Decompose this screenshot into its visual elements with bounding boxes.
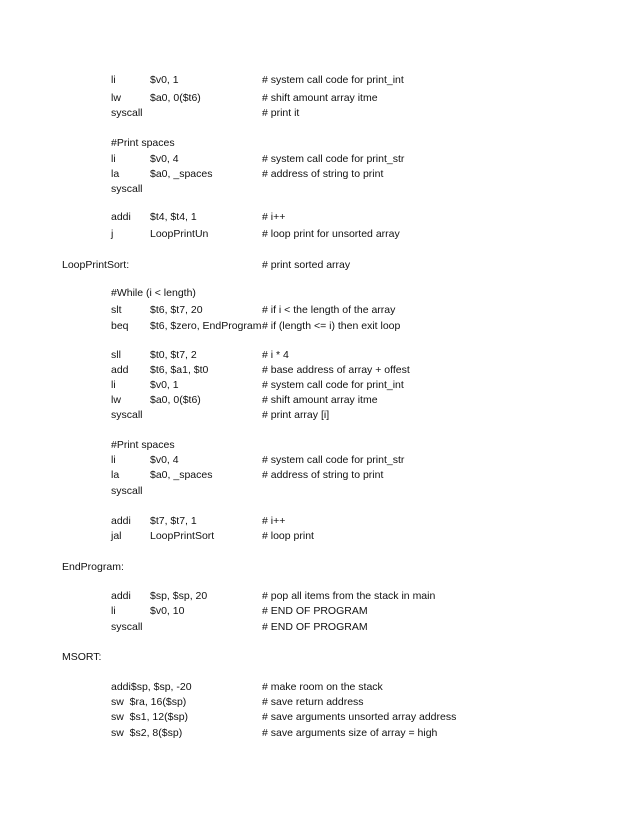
instruction-op: lw: [111, 92, 121, 104]
code-comment: # pop all items from the stack in main: [262, 590, 436, 602]
instruction-text: sw $s1, 12($sp): [111, 711, 189, 723]
code-comment: # print sorted array: [262, 259, 351, 271]
instruction-args: $a0, _spaces: [150, 168, 213, 180]
code-comment: # save arguments unsorted array address: [262, 711, 457, 723]
code-comment-heading: #Print spaces: [111, 439, 175, 451]
code-line: [0, 319, 638, 333]
code-line: [0, 710, 638, 724]
instruction-args: $v0, 4: [150, 454, 179, 466]
instruction-op: li: [111, 74, 116, 86]
code-line: [0, 258, 638, 272]
code-label: MSORT:: [62, 651, 102, 663]
instruction-args: $t4, $t4, 1: [150, 211, 197, 223]
code-line: [0, 136, 638, 150]
instruction-op: syscall: [111, 107, 143, 119]
code-comment: # if i < the length of the array: [262, 304, 396, 316]
code-comment: # END OF PROGRAM: [262, 621, 368, 633]
code-line: [0, 210, 638, 224]
code-comment: # shift amount array itme: [262, 92, 378, 104]
code-comment: # loop print for unsorted array: [262, 228, 400, 240]
code-line: [0, 348, 638, 362]
code-label: LoopPrintSort:: [62, 259, 130, 271]
code-line: [0, 393, 638, 407]
instruction-args: LoopPrintSort: [150, 530, 215, 542]
code-line: [0, 726, 638, 740]
instruction-op: syscall: [111, 621, 143, 633]
code-line: [0, 363, 638, 377]
code-comment: # print it: [262, 107, 300, 119]
instruction-op: sll: [111, 349, 121, 361]
instruction-op: syscall: [111, 409, 143, 421]
code-line: [0, 650, 638, 664]
code-line: [0, 408, 638, 422]
code-comment-heading: #While (i < length): [111, 287, 196, 299]
instruction-op: syscall: [111, 485, 143, 497]
instruction-op: jal: [111, 530, 122, 542]
code-comment: # system call code for print_str: [262, 153, 405, 165]
instruction-op: lw: [111, 394, 121, 406]
instruction-args: $t0, $t7, 2: [150, 349, 197, 361]
code-comment: # i++: [262, 515, 286, 527]
code-line: [0, 152, 638, 166]
code-line: [0, 227, 638, 241]
code-comment: # i * 4: [262, 349, 289, 361]
code-line: [0, 604, 638, 618]
instruction-op: syscall: [111, 183, 143, 195]
instruction-args: $v0, 4: [150, 153, 179, 165]
instruction-args: $a0, _spaces: [150, 469, 213, 481]
code-line: [0, 438, 638, 452]
instruction-text: sw $s2, 8($sp): [111, 727, 183, 739]
code-line: [0, 182, 638, 196]
code-line: [0, 514, 638, 528]
code-line: [0, 620, 638, 634]
instruction-text: addi$sp, $sp, -20: [111, 681, 192, 693]
code-comment: # loop print: [262, 530, 314, 542]
instruction-args: $a0, 0($t6): [150, 394, 201, 406]
instruction-args: $t6, $t7, 20: [150, 304, 203, 316]
code-comment: # print array [i]: [262, 409, 330, 421]
instruction-op: li: [111, 605, 116, 617]
instruction-op: li: [111, 379, 116, 391]
code-line: [0, 91, 638, 105]
instruction-op: la: [111, 168, 120, 180]
code-comment: # address of string to print: [262, 469, 384, 481]
instruction-args: $t6, $zero, EndProgram: [150, 320, 262, 332]
code-label: EndProgram:: [62, 561, 124, 573]
instruction-op: li: [111, 153, 116, 165]
code-line: [0, 468, 638, 482]
code-line: [0, 167, 638, 181]
code-line: [0, 484, 638, 498]
code-comment: # address of string to print: [262, 168, 384, 180]
instruction-text: sw $ra, 16($sp): [111, 696, 187, 708]
code-comment: # save return address: [262, 696, 364, 708]
code-comment: # END OF PROGRAM: [262, 605, 368, 617]
instruction-op: li: [111, 454, 116, 466]
code-comment: # if (length <= i) then exit loop: [262, 320, 401, 332]
code-line: [0, 560, 638, 574]
code-comment: # i++: [262, 211, 286, 223]
instruction-args: $a0, 0($t6): [150, 92, 201, 104]
code-comment: # base address of array + offest: [262, 364, 410, 376]
code-comment: # system call code for print_str: [262, 454, 405, 466]
instruction-op: beq: [111, 320, 129, 332]
instruction-args: $v0, 1: [150, 74, 179, 86]
code-line: [0, 303, 638, 317]
instruction-args: $t7, $t7, 1: [150, 515, 197, 527]
code-line: [0, 378, 638, 392]
code-line: [0, 695, 638, 709]
instruction-args: $sp, $sp, 20: [150, 590, 208, 602]
instruction-op: addi: [111, 515, 131, 527]
instruction-op: slt: [111, 304, 122, 316]
instruction-op: add: [111, 364, 129, 376]
code-comment: # save arguments size of array = high: [262, 727, 438, 739]
code-comment: # system call code for print_int: [262, 379, 404, 391]
instruction-args: $t6, $a1, $t0: [150, 364, 209, 376]
instruction-op: la: [111, 469, 120, 481]
code-comment: # system call code for print_int: [262, 74, 404, 86]
code-comment: # make room on the stack: [262, 681, 383, 693]
instruction-args: $v0, 1: [150, 379, 179, 391]
code-line: [0, 680, 638, 694]
code-line: [0, 529, 638, 543]
code-line: [0, 73, 638, 87]
instruction-op: addi: [111, 211, 131, 223]
code-comment-heading: #Print spaces: [111, 137, 175, 149]
code-line: [0, 589, 638, 603]
instruction-op: addi: [111, 590, 131, 602]
instruction-op: j: [111, 228, 114, 240]
code-comment: # shift amount array itme: [262, 394, 378, 406]
code-line: [0, 106, 638, 120]
code-line: [0, 453, 638, 467]
instruction-args: LoopPrintUn: [150, 228, 209, 240]
code-line: [0, 286, 638, 300]
instruction-args: $v0, 10: [150, 605, 185, 617]
